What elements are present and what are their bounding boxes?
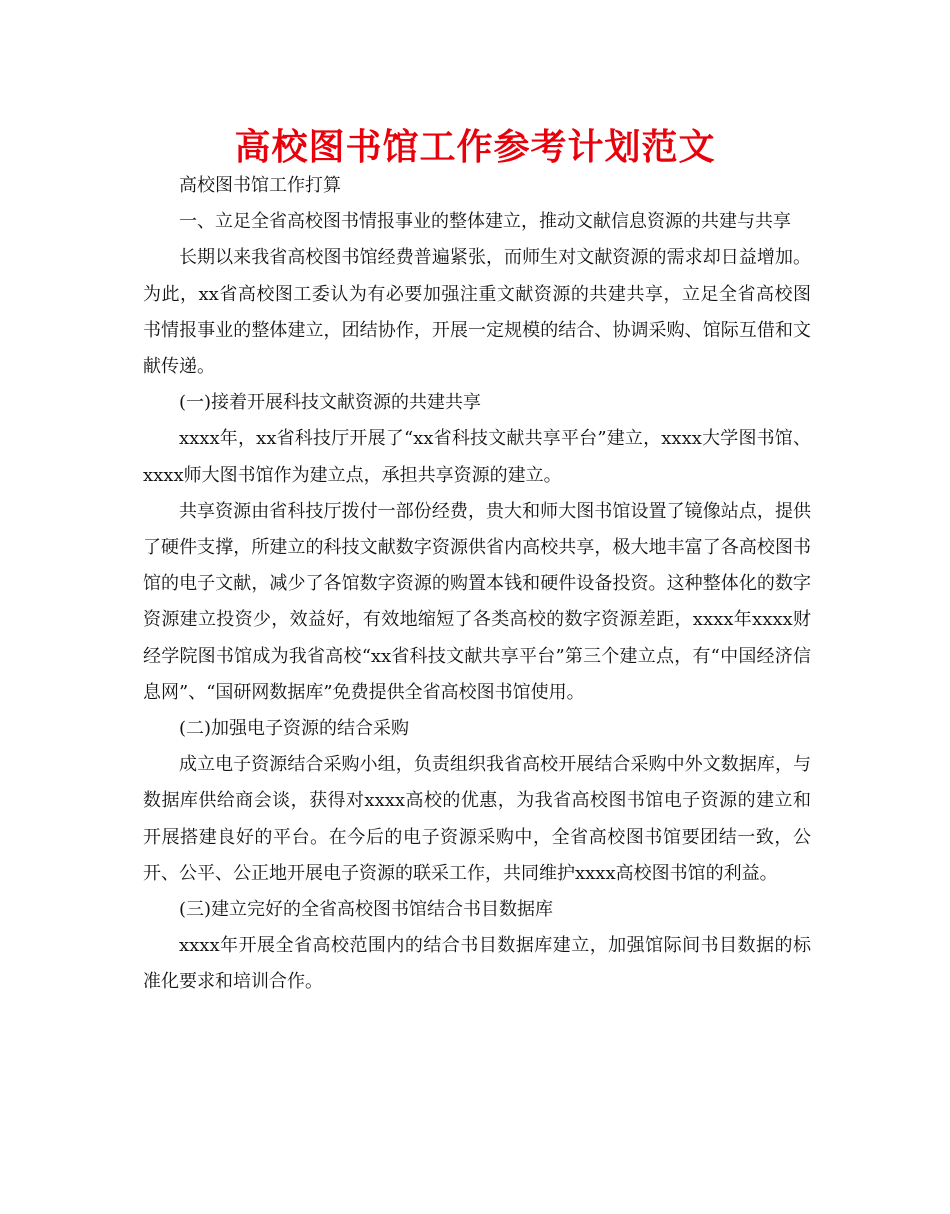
document-body <box>143 168 811 1001</box>
body-paragraph: xxxx年，xx省科技厅开展了“xx省科技文献共享平台”建立，xxxx大学图书馆、xxxx师大图书馆作为建立点，承担共享资源的建立。 <box>143 428 811 486</box>
section-heading: 一、立足全省高校图书情报事业的整体建立，推动文献信息资源的共建与共享 <box>179 211 791 233</box>
document-title: 高校图书馆工作参考计划范文 <box>234 127 716 168</box>
subsection-heading: (一)接着开展科技文献资源的共建共享 <box>179 392 482 414</box>
body-paragraph: xxxx年开展全省高校范围内的结合书目数据库建立，加强馆际间书目数据的标准化要求和培训合作。 <box>143 935 811 993</box>
body-paragraph: 成立电子资源结合采购小组，负责组织我省高校开展结合采购中外文数据库，与数据库供给商会谈，获得对xxxx高校的优惠，为我省高校图书馆电子资源的建立和开展搭建良好的平台。在今后的电子资源采购中，全省高校图书馆要团结一致，公开、公平、公正地开展电子资源的联采工作，共同维护xxxx高校图书馆的利益。 <box>143 754 811 884</box>
subsection-heading: (二)加强电子资源的结合采购 <box>179 718 410 740</box>
body-paragraph: 共享资源由省科技厅拨付一部份经费，贵大和师大图书馆设置了镜像站点，提供了硬件支撑，所建立的科技文献数字资源供省内高校共享，极大地丰富了各高校图书馆的电子文献，减少了各馆数字资源的购置本钱和硬件设备投资。这种整体化的数字资源建立投资少，效益好，有效地缩短了各类高校的数字资源差距，xxxx年xxxx财经学院图书馆成为我省高校“xx省科技文献共享平台”第三个建立点，有“中国经济信息网”、“国研网数据库”免费提供全省高校图书馆使用。 <box>143 500 811 703</box>
subsection-heading: (三)建立完好的全省高校图书馆结合书目数据库 <box>179 899 554 921</box>
section-heading: 高校图书馆工作打算 <box>179 175 341 196</box>
body-paragraph: 长期以来我省高校图书馆经费普遍紧张，而师生对文献资源的需求却日益增加。为此，xx省高校图工委认为有必要加强注重文献资源的共建共享，立足全省高校图书情报事业的整体建立，团结协作，开展一定规模的结合、协调采购、馆际互借和文献传递。 <box>143 247 811 378</box>
